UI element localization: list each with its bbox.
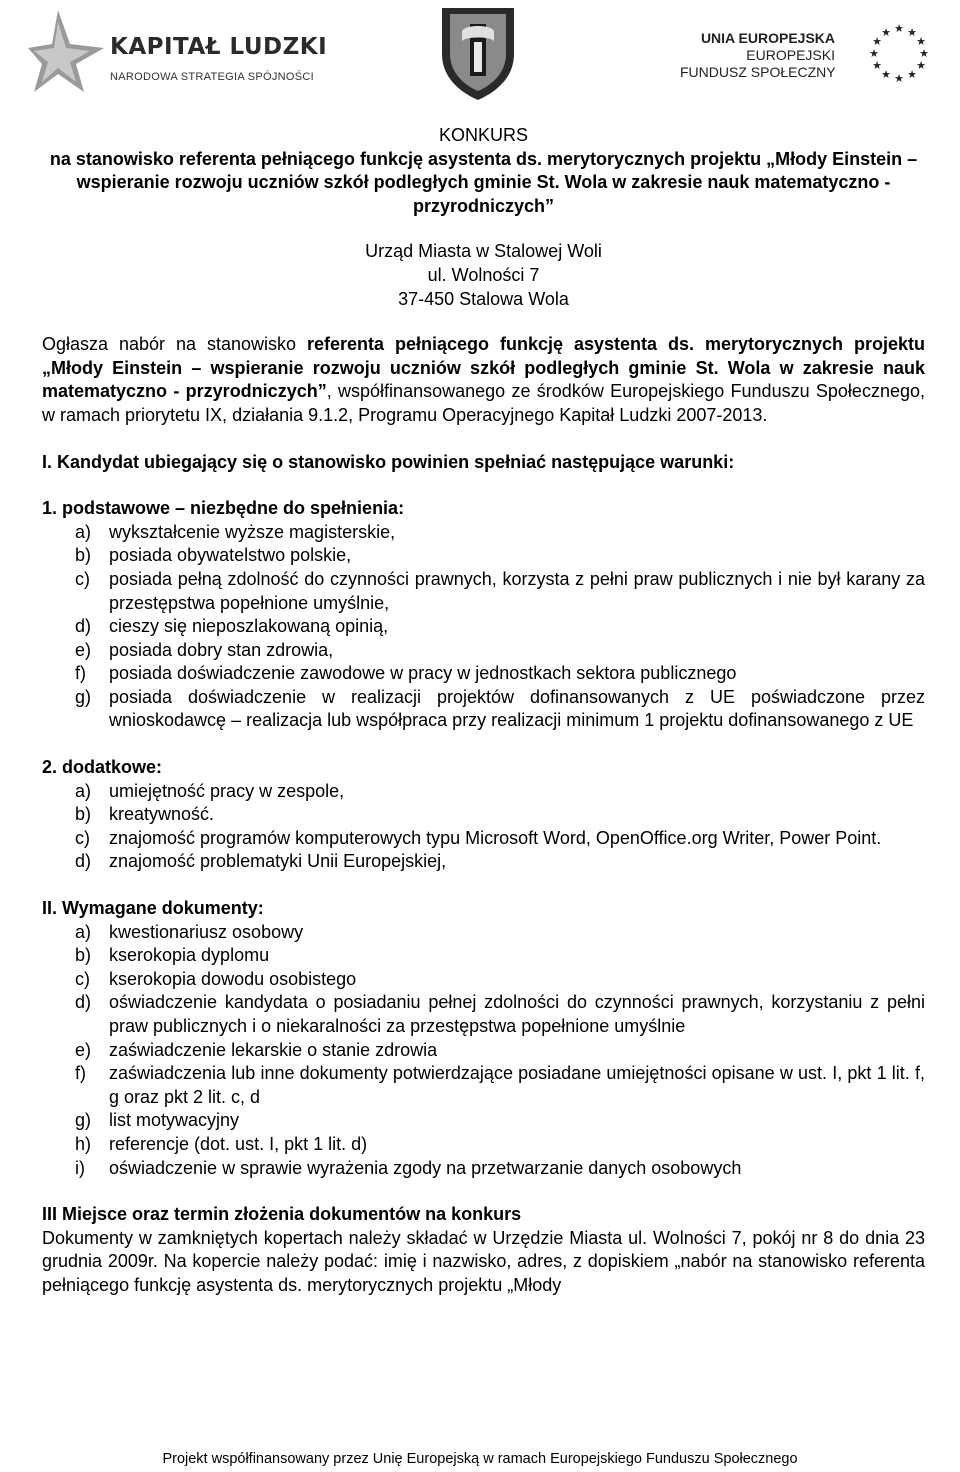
eu-logo-line2: EUROPEJSKI	[746, 47, 835, 63]
section3-text: Dokumenty w zamkniętych kopertach należy składać w Urzędzie Miasta ul. Wolności 7, pokój nr 8 do dnia 23 grudnia 2009r. Na kopercie należy podać: imię i nazwisko, adres, z dopiskiem „nabór na stanowisko referenta pełniącego funkcję asystenta ds. merytorycznych projektu „Młody	[42, 1227, 925, 1295]
section1-heading: I. Kandydat ubiegający się o stanowisko powinien spełniać następujące warunki:	[42, 451, 735, 472]
svg-text:★: ★	[869, 47, 879, 60]
list-item: h) referencje (dot. ust. I, pkt 1 lit. d)	[75, 1133, 368, 1154]
list-item: a) wykształcenie wyższe magisterskie,	[75, 521, 396, 542]
address-line-1: Urząd Miasta w Stalowej Woli	[365, 241, 602, 262]
page-footer: Projekt współfinansowany przez Unię Europejską w ramach Europejskiego Funduszu Społecznego	[162, 1451, 798, 1467]
address-line-2: ul. Wolności 7	[427, 264, 540, 285]
list-item: d) cieszy się nieposzlakowaną opinią,	[75, 616, 389, 637]
eu-logo	[680, 22, 950, 90]
svg-text:★: ★	[907, 26, 917, 39]
kapital-ludzki-logo	[28, 8, 328, 94]
list-item: i) oświadczenie w sprawie wyrażenia zgody na przetwarzanie danych osobowych	[75, 1157, 742, 1178]
section2-list	[42, 921, 925, 1181]
list-item: f) zaświadczenia lub inne dokumenty potwierdzające posiadane umiejętności opisane w ust. I, pkt 1 lit. f, g oraz pkt 2 lit. c, d	[75, 1063, 925, 1107]
list-item: a) umiejętność pracy w zespole,	[75, 780, 345, 801]
svg-text:★: ★	[872, 59, 882, 72]
list-item: c) posiada pełną zdolność do czynności prawnych, korzysta z pełni praw publicznych i nie był karany za przestępstwa popełnione umyślnie,	[75, 568, 925, 613]
intro-paragraph	[42, 333, 925, 427]
section1-sub1-heading: 1. podstawowe – niezbędne do spełnienia:	[42, 498, 405, 519]
section1-sub1-list	[42, 521, 925, 733]
eu-logo-line1: UNIA EUROPEJSKA	[700, 30, 835, 46]
section1-sub2-heading: 2. dodatkowe:	[42, 757, 163, 778]
intro-bold: referenta pełniącego funkcję asystenta ds. merytorycznych projektu „Młody Einstein – wspieranie rozwoju uczniów szkół podległych gminie St. Wola w zakresie nauk matematyczno - przyrodniczych”	[42, 334, 925, 402]
svg-text:★: ★	[894, 72, 904, 85]
intro-lead: Ogłasza nabór na stanowisko	[42, 334, 307, 355]
document-body	[42, 124, 925, 1298]
list-item: c) znajomość programów komputerowych typu Microsoft Word, OpenOffice.org Writer, Power Point.	[75, 827, 882, 848]
list-item: d) oświadczenie kandydata o posiadaniu pełnej zdolności do czynności prawnych, korzystaniu z pełni praw publicznych i o niekaralności za przestępstwa popełnione umyślnie	[75, 992, 925, 1036]
list-item: b) kserokopia dyplomu	[75, 945, 270, 966]
list-item: g) list motywacyjny	[75, 1110, 240, 1131]
section3-heading: III Miejsce oraz termin złożenia dokumentów na konkurs	[42, 1204, 522, 1225]
svg-text:★: ★	[916, 35, 926, 48]
kapital-ludzki-subtitle: NARODOWA STRATEGIA SPÓJNOŚCI	[110, 71, 314, 83]
list-item: e) zaświadczenie lekarskie o stanie zdrowia	[75, 1039, 438, 1060]
list-item: e) posiada dobry stan zdrowia,	[75, 639, 334, 660]
svg-text:★: ★	[919, 47, 929, 60]
list-item: d) znajomość problematyki Unii Europejskiej,	[75, 851, 447, 872]
document-heading: KONKURS	[438, 125, 528, 145]
svg-text:★: ★	[916, 59, 926, 72]
section2-heading: II. Wymagane dokumenty:	[42, 898, 264, 919]
svg-text:★: ★	[894, 22, 904, 35]
svg-text:★: ★	[907, 68, 917, 81]
list-item: g) posiada doświadczenie w realizacji projektów dofinansowanych z UE poświadczone przez wnioskodawcę – realizacja lub współpraca przy realizacji minimum 1 projektu dofinansowanego z UE	[75, 686, 925, 731]
header-logos	[0, 0, 960, 110]
document-subheading: na stanowisko referenta pełniącego funkcję asystenta ds. merytorycznych projektu „Młody Einstein – wspieranie rozwoju uczniów szkół podległych gminie St. Wola w zakresie nauk matematyczno - przyrodniczych”	[49, 148, 918, 216]
kapital-ludzki-title: KAPITAŁ LUDZKI	[110, 34, 328, 60]
eu-flag-icon	[860, 22, 938, 86]
kapital-ludzki-star-icon	[28, 8, 108, 94]
list-item: b) kreatywność.	[75, 804, 215, 825]
list-item: c) kserokopia dowodu osobistego	[75, 968, 357, 989]
svg-text:★: ★	[881, 26, 891, 39]
eu-logo-line3: FUNDUSZ SPOŁECZNY	[680, 64, 836, 80]
list-item: a) kwestionariusz osobowy	[75, 921, 304, 942]
eu-logo-text	[680, 30, 835, 81]
city-crest-icon	[436, 2, 520, 102]
list-item: b) posiada obywatelstwo polskie,	[75, 545, 352, 566]
svg-text:★: ★	[872, 35, 882, 48]
section1-sub2-list	[42, 780, 925, 874]
svg-text:★: ★	[881, 68, 891, 81]
address-line-3: 37-450 Stalowa Wola	[398, 288, 569, 309]
list-item: f) posiada doświadczenie zawodowe w pracy w jednostkach sektora publicznego	[75, 663, 737, 684]
intro-rest: , współfinansowanego ze środków Europejskiego Funduszu Społecznego, w ramach priorytetu IX, działania 9.1.2, Programu Operacyjnego Kapitał Ludzki 2007-2013.	[42, 381, 925, 425]
